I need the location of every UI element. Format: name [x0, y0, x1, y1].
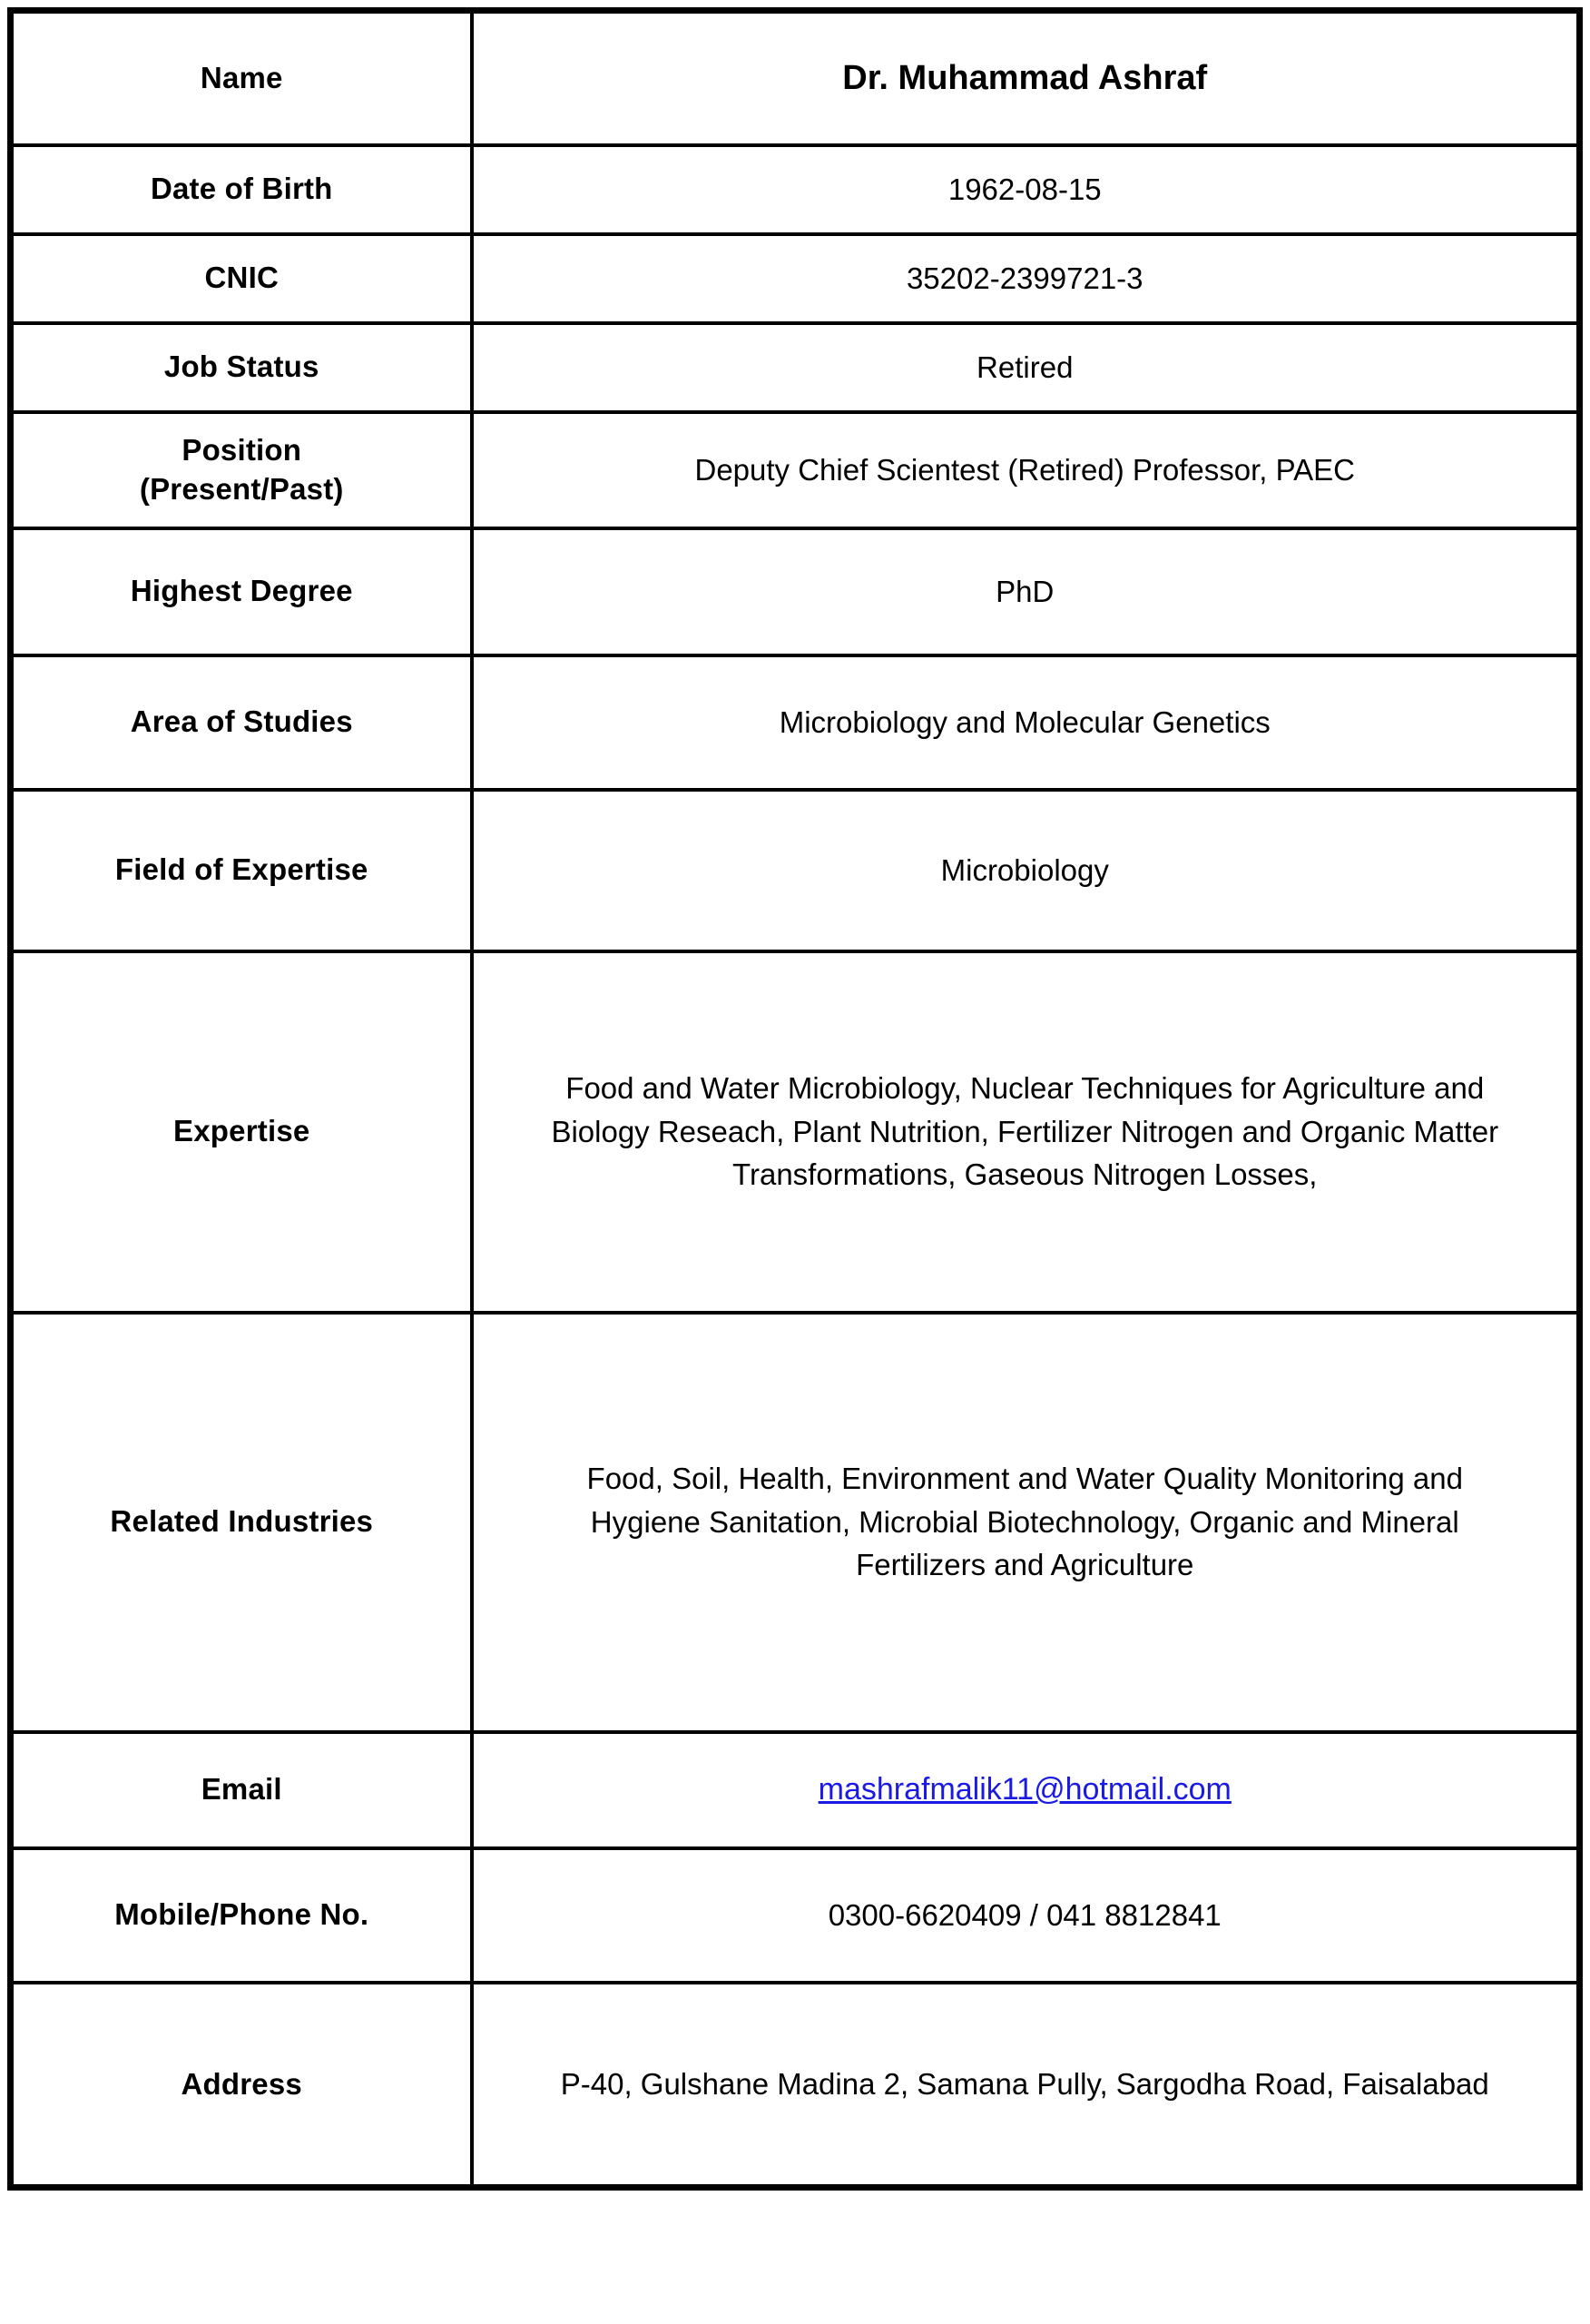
row-value-related-industries: Food, Soil, Health, Environment and Water Quality Monitoring and Hygiene Sanitation, Microbial Biotechnology, Organic and Mineral Fertilizers and Agriculture [472, 1313, 1580, 1732]
table-row [11, 412, 1580, 528]
table-row [11, 11, 1580, 145]
table-row [11, 1732, 1580, 1848]
row-value-highest-degree: PhD [472, 528, 1580, 655]
row-value-date-of-birth: 1962-08-15 [472, 145, 1580, 234]
row-label-job-status: Job Status [11, 323, 472, 412]
table-row [11, 234, 1580, 323]
table-row [11, 790, 1580, 951]
row-label-address: Address [11, 1983, 472, 2188]
row-label-expertise: Expertise [11, 951, 472, 1313]
row-value-expertise: Food and Water Microbiology, Nuclear Techniques for Agriculture and Biology Reseach, Plant Nutrition, Fertilizer Nitrogen and Organic Matter Transformations, Gaseous Nitrogen Losses, [472, 951, 1580, 1313]
table-row [11, 145, 1580, 234]
table-row [11, 655, 1580, 790]
table-row [11, 1848, 1580, 1983]
row-label-date-of-birth: Date of Birth [11, 145, 472, 234]
table-row [11, 1313, 1580, 1732]
row-value-field-of-expertise: Microbiology [472, 790, 1580, 951]
row-label-highest-degree: Highest Degree [11, 528, 472, 655]
table-row [11, 1983, 1580, 2188]
row-label-position-line1: Position [182, 432, 302, 467]
row-label-position-line2: (Present/Past) [139, 471, 344, 506]
row-label-phone: Mobile/Phone No. [11, 1848, 472, 1983]
row-value-email [472, 1732, 1580, 1848]
row-value-cnic: 35202-2399721-3 [472, 234, 1580, 323]
table-row [11, 323, 1580, 412]
table-row [11, 951, 1580, 1313]
row-label-field-of-expertise: Field of Expertise [11, 790, 472, 951]
row-label-position [11, 412, 472, 528]
row-value-job-status: Retired [472, 323, 1580, 412]
row-label-name: Name [11, 11, 472, 145]
row-value-area-of-studies: Microbiology and Molecular Genetics [472, 655, 1580, 790]
expert-profile-table [7, 7, 1583, 2191]
row-value-address: P-40, Gulshane Madina 2, Samana Pully, Sargodha Road, Faisalabad [472, 1983, 1580, 2188]
row-value-position: Deputy Chief Scientest (Retired) Professor, PAEC [472, 412, 1580, 528]
row-label-area-of-studies: Area of Studies [11, 655, 472, 790]
row-label-related-industries: Related Industries [11, 1313, 472, 1732]
row-value-name: Dr. Muhammad Ashraf [472, 11, 1580, 145]
row-label-cnic: CNIC [11, 234, 472, 323]
email-link[interactable]: mashrafmalik11@hotmail.com [818, 1772, 1232, 1807]
row-value-phone: 0300-6620409 / 041 8812841 [472, 1848, 1580, 1983]
table-row [11, 528, 1580, 655]
row-label-email: Email [11, 1732, 472, 1848]
